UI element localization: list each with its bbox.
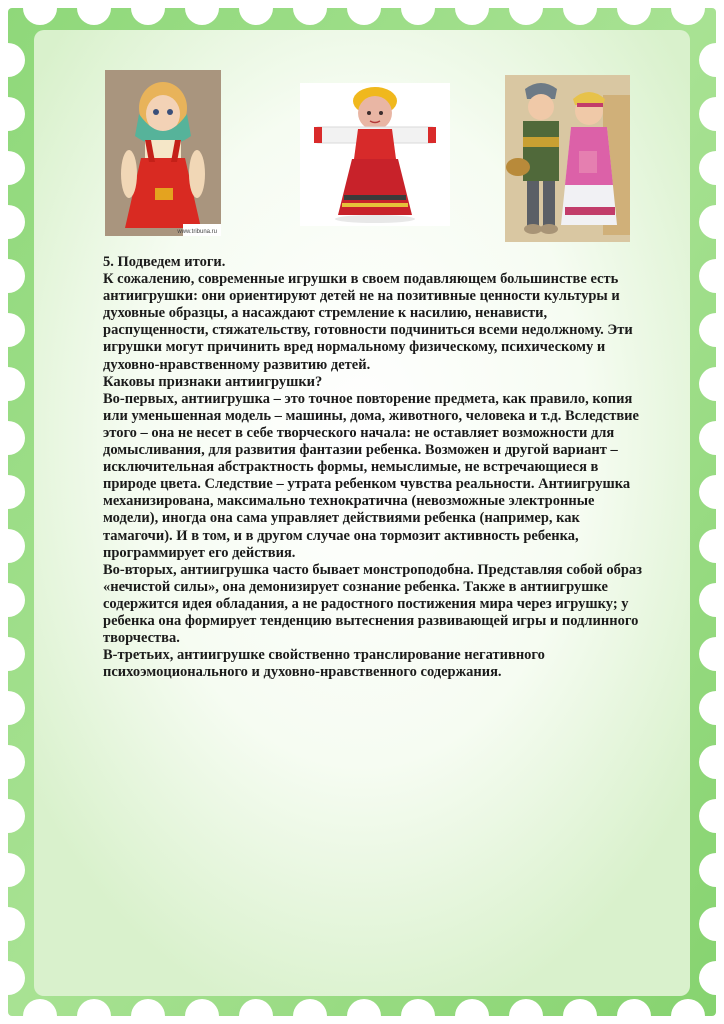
section-heading: 5. Подведем итоги. bbox=[103, 254, 226, 270]
main-text bbox=[103, 254, 643, 681]
paragraph-second-sign: Во-вторых, антиигрушка часто бывает монстроподобна. Представляя собой образ «нечистой силы», она демонизирует сознание ребенка. Также в антиигрушке содержится идея обладания, а не радостного постижения мира через игрушку; у ребенка она формирует тенденцию вытеснения развивающей игры и подлинного творчества. bbox=[103, 561, 643, 647]
paragraph-third-sign: В-третьих, антиигрушке свойственно транслирование негативного психоэмоционального и духовно-нравственного содержания. bbox=[103, 647, 545, 681]
folk-couple-dolls-photo bbox=[505, 75, 630, 242]
paragraph-summary: К сожалению, современные игрушки в своем подавляющем большинстве есть антиигрушки: они ориентируют детей не на позитивные ценности культуры и духовные образцы, а насаждают стремление к насилию, ненависти, распущенности, стяжательству, готовности подчиниться всеми недолжному. Эти игрушки могут причинить вред нормальному физическому, психическому и духовно-нравственному развитию детей. bbox=[103, 271, 633, 373]
photo-watermark: www.tribuna.ru bbox=[177, 229, 217, 235]
rag-doll-photo bbox=[300, 83, 450, 226]
paragraph-first-sign: Во-первых, антиигрушка – это точное повторение предмета, как правило, копия или уменьшенная модель – машины, дома, животного, человека и т.д. Вследствие этого – она не несет в себе творческого начала: не оставляет возможности для домысливания, для развития фантазии ребенка. Возможен и другой вариант – исключительная абстрактность формы, немыслимые, не встречающиеся в природе цвета. Следствие – утрата ребенком чувства реальности. Антиигрушка механизирована, максимально технократична (невозможные электронные модели), иногда она сама управляет действиями ребенка (например, как тамагочи). И в том, и в другом случае она тормозит активность ребенка, программирует его действия. bbox=[103, 390, 639, 561]
doll-photo-red-sarafan bbox=[105, 70, 221, 236]
paragraph-question: Каковы признаки антиигрушки? bbox=[103, 373, 323, 390]
